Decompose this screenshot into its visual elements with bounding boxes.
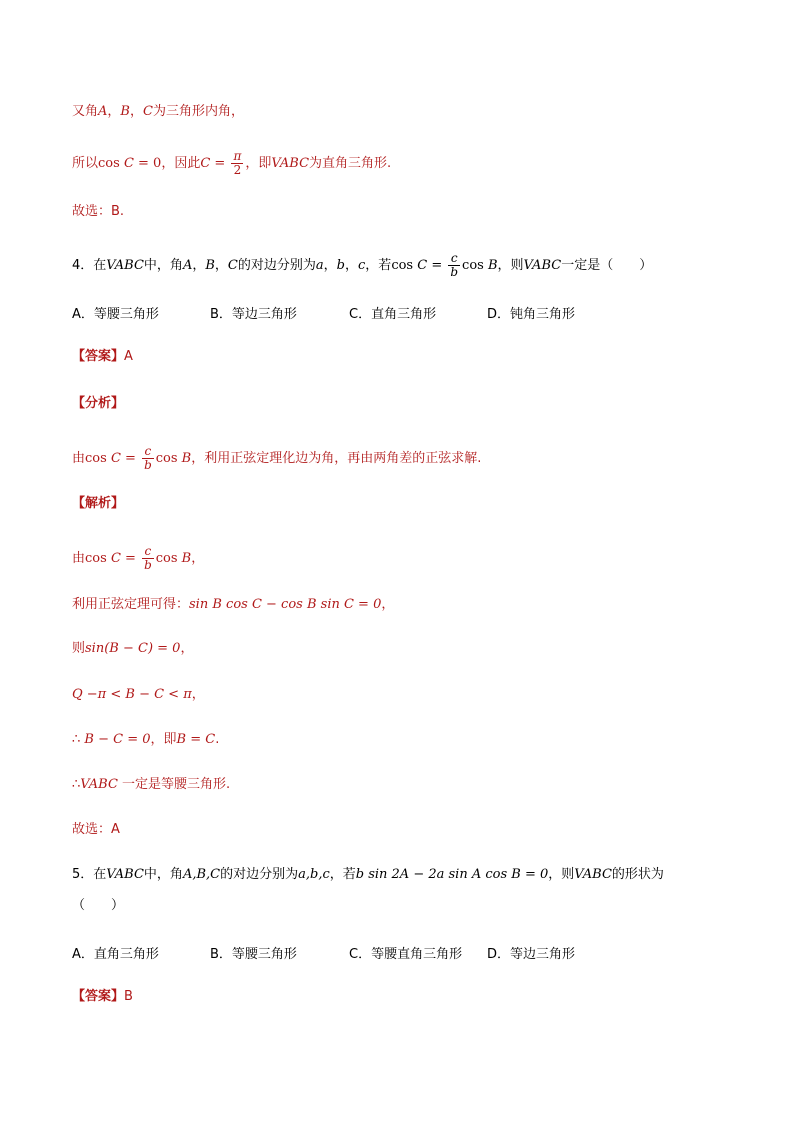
q4-option-d: D．钝角三角形 [487, 307, 576, 322]
math-var: B [181, 451, 192, 466]
q4-explain-tag: 【解析】 [72, 496, 125, 511]
text: 所以 [72, 156, 99, 171]
text: . [215, 732, 220, 747]
text: ，因此 [161, 156, 201, 171]
text: 一定是（ ） [561, 258, 653, 273]
q5-option-d: D．等边三角形 [487, 947, 576, 962]
text: 的对边分别为 [220, 867, 299, 882]
q4-step-6 [72, 776, 230, 794]
fraction-numerator: c [448, 252, 460, 266]
text: ∴ [72, 732, 85, 747]
text: ， [345, 258, 359, 273]
text: ， [191, 551, 205, 566]
math-var: B [120, 104, 130, 119]
math-var: a [315, 258, 324, 273]
text: ∴ [72, 777, 81, 792]
text: 又角 [72, 104, 99, 119]
q4-step-1 [72, 545, 204, 572]
text: ， [381, 597, 395, 612]
text: 一定是等腰三角形. [117, 777, 231, 792]
text: ，即 [245, 156, 272, 171]
math-var: VABC [523, 258, 562, 273]
fraction-numerator: c [142, 545, 154, 559]
text: 利用正弦定理可得： [72, 597, 190, 612]
fraction-denominator: b [144, 558, 152, 572]
math-func: cos [85, 551, 107, 566]
q4-stem [72, 252, 652, 279]
math-func: cos [462, 258, 484, 273]
text: 的形状为 [611, 867, 664, 882]
math-var: C [110, 551, 121, 566]
q5-option-a: A．直角三角形 [72, 947, 159, 962]
q4-option-c: C．直角三角形 [349, 307, 437, 322]
text: 由 [72, 551, 86, 566]
text: ，若 [329, 867, 356, 882]
text: ， [192, 258, 206, 273]
text: ，若 [365, 258, 392, 273]
math-expression: sin(B − C) = 0 [85, 641, 181, 656]
math-var: A,B,C [182, 867, 221, 882]
text: ，则 [548, 867, 575, 882]
text: ， [107, 104, 121, 119]
math-var: C [200, 156, 211, 171]
q5-stem-line-1 [72, 866, 664, 884]
text: 中，角 [143, 867, 183, 882]
q4-step-5 [72, 731, 219, 749]
math-expression: VABC [80, 777, 118, 792]
q4-step-3 [72, 640, 193, 658]
math-var: A [182, 258, 193, 273]
math-var: B [487, 258, 498, 273]
fraction-denominator: b [450, 265, 459, 279]
math-var: VABC [106, 867, 144, 882]
text: 由 [72, 451, 86, 466]
text: ， [191, 687, 205, 702]
q4-option-a: A．等腰三角形 [72, 307, 159, 322]
q4-analysis [72, 445, 481, 472]
fraction [142, 445, 154, 472]
q4-step-2 [72, 596, 394, 614]
fraction-numerator: c [142, 445, 154, 459]
math-func: cos [98, 156, 120, 171]
prev-solution-line-1 [72, 103, 244, 121]
fraction [231, 150, 243, 177]
math-var: c [358, 258, 366, 273]
q4-choice: 故选：A [72, 822, 120, 837]
math-var: a,b,c [298, 867, 330, 882]
math-var: C [110, 451, 121, 466]
text: 则 [72, 641, 86, 656]
math-func: cos [155, 451, 178, 466]
text: ， [214, 258, 228, 273]
prev-solution-line-2 [72, 150, 391, 177]
text: ， [180, 641, 194, 656]
q4-option-b: B．等边三角形 [210, 307, 297, 322]
math-op: = [427, 258, 447, 273]
text: ， [129, 104, 143, 119]
math-var: VABC [106, 258, 144, 273]
answer-tag: 【答案】 [72, 989, 125, 1004]
math-expression: sin B cos C − cos B sin C = 0 [189, 597, 382, 612]
q5-answer [72, 988, 133, 1006]
fraction-numerator: π [233, 149, 242, 163]
math-expression: B − C = 0 [84, 732, 151, 747]
text: ，利用正弦定理化边为角，再由两角差的正弦求解. [191, 451, 482, 466]
math-op: = [210, 156, 230, 171]
math-expression: B = C [176, 732, 216, 747]
math-op: = [120, 551, 141, 566]
math-var: b [336, 258, 345, 273]
math-expression: b sin 2A − 2a sin A cos B = 0 [355, 867, 549, 882]
text: 5．在 [72, 867, 107, 882]
text: 的对边分别为 [237, 258, 316, 273]
text: ，则 [497, 258, 524, 273]
math-var: B [181, 551, 192, 566]
math-var: ABC [279, 156, 310, 171]
math-expression: Q −π < B − C < π [72, 687, 192, 702]
text: 为直角三角形. [309, 156, 392, 171]
q4-step-4 [72, 686, 205, 704]
math-func: cos [391, 258, 414, 273]
math-var: VABC [574, 867, 612, 882]
fraction-denominator: b [144, 458, 152, 472]
math-var: C [227, 258, 238, 273]
q5-stem-line-2: （ ） [72, 898, 125, 913]
math-func: cos [155, 551, 178, 566]
math-var: C [143, 104, 153, 119]
q5-option-c: C．等腰直角三角形 [349, 947, 463, 962]
math-var: A [98, 104, 108, 119]
q4-analysis-tag: 【分析】 [72, 396, 125, 411]
math-var: B [205, 258, 215, 273]
math-op: = 0 [133, 156, 162, 171]
prev-choice: 故选：B. [72, 204, 125, 219]
fraction [142, 545, 154, 572]
text: 为三角形内角， [152, 104, 244, 119]
answer-value: B [124, 989, 133, 1004]
text: ， [323, 258, 337, 273]
text: ，即 [150, 732, 177, 747]
triangle-symbol: V [271, 156, 280, 171]
answer-tag: 【答案】 [72, 349, 125, 364]
fraction [448, 252, 460, 279]
q5-option-b: B．等腰三角形 [210, 947, 297, 962]
q4-answer [72, 348, 133, 366]
math-var: C [417, 258, 428, 273]
answer-value: A [124, 349, 133, 364]
text: 中，角 [143, 258, 183, 273]
math-func: cos [85, 451, 107, 466]
math-op: = [120, 451, 141, 466]
math-var: C [123, 156, 134, 171]
fraction-denominator: 2 [233, 163, 242, 177]
text: 4．在 [72, 258, 107, 273]
